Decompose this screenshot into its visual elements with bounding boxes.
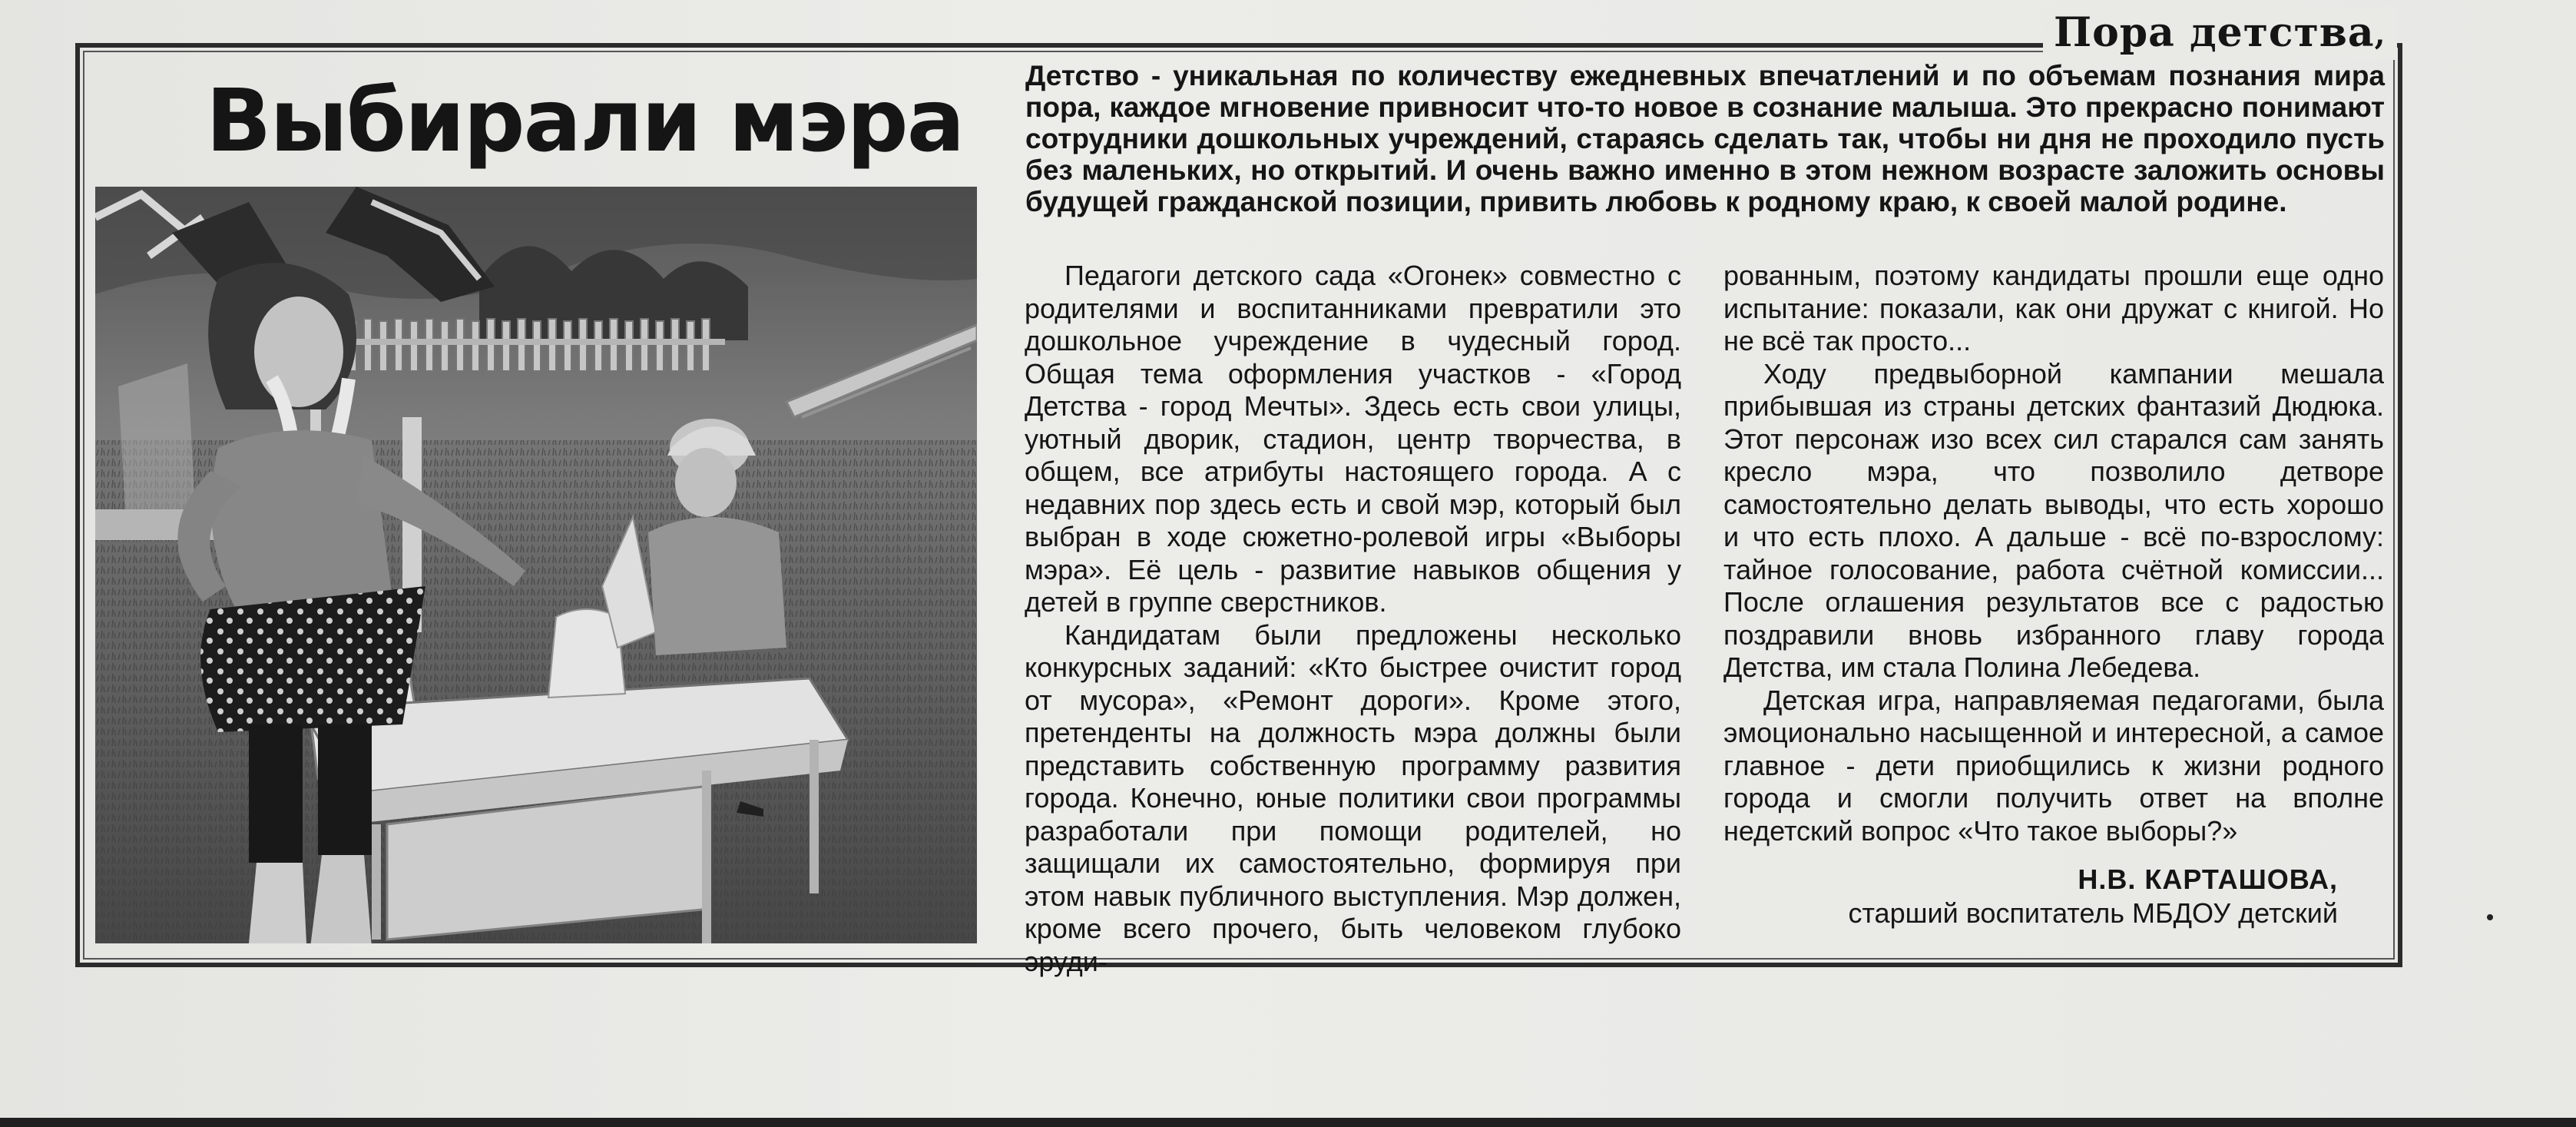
print-speck bbox=[2487, 914, 2493, 920]
author-name: Н.В. КАРТАШОВА, bbox=[2078, 863, 2338, 895]
article-headline: Выбирали мэра bbox=[206, 71, 964, 171]
column1-paragraph-1: Педагоги детского сада «Огонек» совместно с родителями и воспитанниками превратили это дошкольное учреждение в чудесный город. Общая тема оформления участков - «Город Детства - город Мечты». Здесь есть свои улицы, уютный дворик, стадион, центр творчества, в общем, все атрибуты настоящего города. А с недавних пор здесь есть и свой мэр, который был выбран в ходе сюжетно-ролевой игры «Выборы мэра». Её цель - развитие навыков общения у детей в группе сверстников. bbox=[1025, 260, 1681, 618]
girl-and-boy-at-ballot-box-icon bbox=[95, 187, 977, 943]
page-bottom-edge bbox=[0, 1118, 2576, 1127]
article-author bbox=[1723, 863, 2338, 930]
rubric-label: Пора детства bbox=[2054, 9, 2375, 56]
author-position: старший воспитатель МБДОУ детский bbox=[1848, 897, 2338, 929]
column2-paragraph-1: рованным, поэтому кандидаты прошли еще одно испытание: показали, как они дружат с книгой. Но не всё так просто... bbox=[1723, 260, 2384, 356]
section-rubric bbox=[2043, 6, 2397, 60]
article-column-1 bbox=[1025, 260, 1681, 978]
column2-paragraph-2: Ходу предвыборной кампании мешала прибывшая из страны детских фантазий Дюдюка. Этот персонаж изо всех сил старался сам занять кресло мэра, что позволило детворе самостоятельно делать выводы, что есть хорошо и что есть плохо. А дальше - всё по-взрослому: тайное голосование, работа счётной комиссии... После оглашения результатов все с радостью поздравили вновь избранного главу города Детства, им стала Полина Лебедева. bbox=[1723, 357, 2384, 683]
column1-paragraph-2: Кандидатам были предложены несколько конкурсных заданий: «Кто быстрее очистит город от мусора», «Ремонт дороги». Кроме этого, претенденты на должность мэра должны были представить собственную программу развития города. Конечно, юные политики свои программы разработали при помощи родителей, но защищали их самостоятельно, формируя при этом навык публичного выступления. Мэр должен, кроме всего прочего, быть человеком глубоко эруди- bbox=[1025, 618, 1681, 977]
article-column-2 bbox=[1723, 260, 2384, 847]
rubric-tail: , bbox=[2374, 16, 2386, 52]
article-photo bbox=[95, 187, 977, 943]
article-lead bbox=[1025, 60, 2385, 217]
lead-text: Детство - уникальная по количеству ежедневных впечатлений и по объемам познания мира пора, каждое мгновение привносит что-то новое в сознание малыша. Это прекрасно понимают сотрудники дошкольных учреждений, стараясь сделать так, чтобы ни дня не проходило пусть без маленьких, но открытий. И очень важно именно в этом нежном возрасте заложить основы будущей гражданской позиции, привить любовь к родному краю, к своей малой родине. bbox=[1025, 60, 2385, 217]
column2-paragraph-3: Детская игра, направляемая педагогами, была эмоционально насыщенной и интересной, а самое главное - дети приобщились к жизни родного города и смогли получить ответ на вполне недетский вопрос «Что такое выборы?» bbox=[1723, 684, 2384, 847]
